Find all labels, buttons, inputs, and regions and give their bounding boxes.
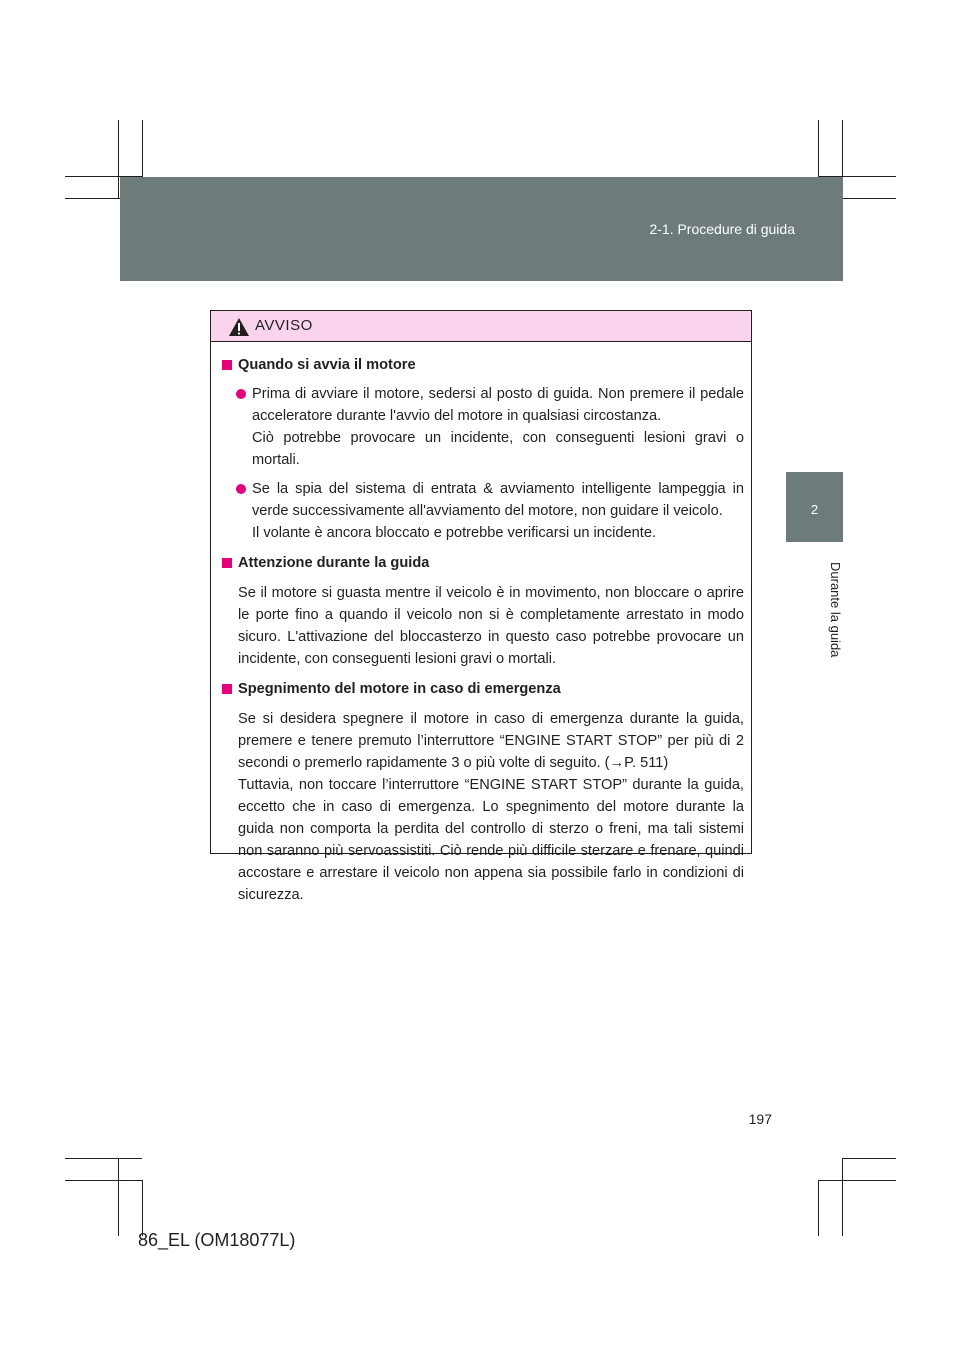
crop-mark <box>842 1158 843 1236</box>
document-code: 86_EL (OM18077L) <box>138 1230 296 1250</box>
chapter-title-text: Durante la guida <box>828 562 843 658</box>
crop-mark <box>118 1158 119 1236</box>
square-bullet-icon <box>222 684 232 694</box>
paragraph-text: Se si desidera spegnere il motore in caso di emergenza durante la guida, premere e tenere premuto l’interruttore “ENGINE START STOP” per più di 2 secondi o premerlo rapidamente 3 o più volte di seguito. (→P. 511) <box>238 711 744 771</box>
crop-mark <box>65 198 120 199</box>
crop-mark <box>142 1180 143 1236</box>
bullet-item <box>221 383 744 471</box>
crop-mark <box>842 198 896 199</box>
warning-box <box>210 310 752 903</box>
section-label: 2-1. Procedure di guida <box>649 221 795 237</box>
square-bullet-icon <box>222 360 232 370</box>
warning-header <box>211 311 751 342</box>
paragraph-text: Tuttavia, non toccare l’interruttore “ENGINE START STOP” durante la guida, eccetto che in caso di emergenza. Lo spegnimento del motore durante la guida non comporta la perdita del controllo di sterzo o freni, ma tali sistemi non saranno più servoassistiti. Ciò rende più difficile sterzare e frenare, quindi accostare e arrestare il veicolo non appena sia possibile farlo in condizioni di sicurezza. <box>238 777 744 903</box>
section-heading <box>221 354 744 376</box>
bullet-text: Prima di avviare il motore, sedersi al posto di guida. Non premere il pedale acceleratore durante l'avvio del motore in qualsiasi circostanza. <box>252 386 744 424</box>
bullet-text: Il volante è ancora bloccato e potrebbe verificarsi un incidente. <box>252 525 657 541</box>
crop-mark <box>842 1158 896 1159</box>
crop-mark <box>818 1180 819 1236</box>
chapter-tab <box>786 472 843 542</box>
warning-title: AVVISO <box>255 317 313 334</box>
crop-mark <box>818 1180 896 1181</box>
crop-mark <box>118 120 119 198</box>
round-bullet-icon <box>236 389 246 399</box>
section-heading-text: Attenzione durante la guida <box>238 555 430 571</box>
bullet-text: Ciò potrebbe provocare un incidente, con conseguenti lesioni gravi o mortali. <box>252 430 744 468</box>
section-heading-text: Quando si avvia il motore <box>238 357 416 373</box>
warning-content <box>211 342 751 906</box>
chapter-number: 2 <box>810 502 819 517</box>
crop-mark <box>65 1180 142 1181</box>
section-heading-text: Spegnimento del motore in caso di emergenza <box>238 681 561 697</box>
round-bullet-icon <box>236 484 246 494</box>
section-heading <box>221 678 744 700</box>
header-band <box>120 177 843 281</box>
chapter-title <box>786 550 843 670</box>
section-heading <box>221 552 744 574</box>
body-paragraph: Se il motore si guasta mentre il veicolo è in movimento, non bloccare o aprire le porte fino a quando il veicolo non si è completamente arrestato in modo sicuro. L'attivazione del bloccasterzo in questo caso potrebbe provocare un incidente, con conseguenti lesioni gravi o mortali. <box>238 585 744 667</box>
bullet-item <box>221 478 744 544</box>
page-number: 197 <box>748 1111 772 1127</box>
crop-mark <box>65 1158 142 1159</box>
warning-triangle-icon <box>228 317 250 337</box>
bullet-text: Se la spia del sistema di entrata & avviamento intelligente lampeggia in verde successivamente all'avviamento del motore, non guidare il veicolo. <box>252 481 744 519</box>
square-bullet-icon <box>222 558 232 568</box>
body-paragraph <box>221 708 744 906</box>
